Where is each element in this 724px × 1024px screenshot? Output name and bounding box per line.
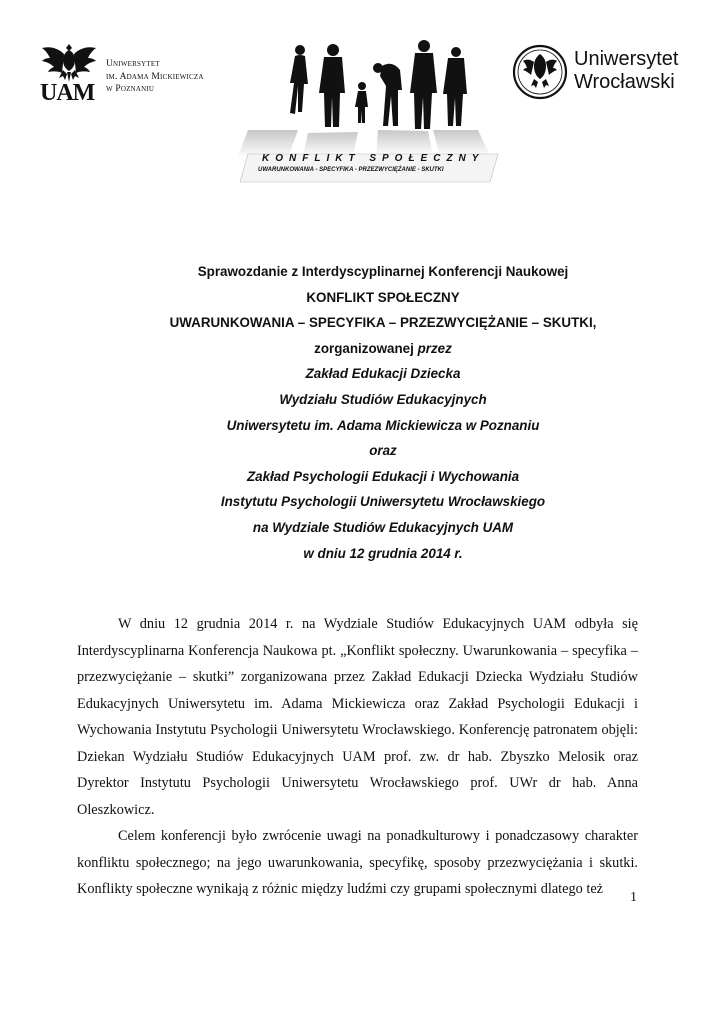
heading-line-4 [60, 336, 706, 362]
uwr-name-line-1: Uniwersytet [574, 48, 679, 70]
uam-name-line-3: w Poznaniu [106, 84, 155, 94]
body-paragraph-1: W dniu 12 grudnia 2014 r. na Wydziale Studiów Edukacyjnych UAM odbyła się Interdyscyplinarna Konferencja Naukowa pt. „Konflikt społeczny. Uwarunkowania – specyfika – przezwyciężanie – skutki” zorganizowana przez Zakład Edukacji Dziecka Wydziału Studiów Edukacyjnych Uniwersytetu im. Adama Mickiewicza oraz Zakład Psychologii Edukacji i Wychowania Instytutu Psychologii Uniwersytetu Wrocławskiego. Konferencję patronatem objęli: Dziekan Wydziału Studiów Edukacyjnych UAM prof. zw. dr hab. Zbyszko Melosik oraz Dyrektor Instytutu Psychologii Uniwersytetu Wrocławskiego prof. UWr dr hab. Anna Oleszkowicz. [77, 616, 638, 818]
heading-line-5: Zakład Edukacji Dziecka [305, 366, 461, 382]
report-heading [60, 259, 706, 566]
heading-by: przez [417, 340, 452, 356]
uwr-seal-logo [512, 44, 568, 100]
conference-banner-title: KONFLIKT SPOŁECZNY [262, 153, 485, 164]
body-paragraph-2: Celem konferencji było zwrócenie uwagi na ponadkulturowy i ponadczasowy charakter konfliktu społecznego; na jego uwarunkowania, specyfikę, sposoby przezwyciężania i skutki. Konflikty społeczne wynikają z różnic między ludźmi czy grupami społecznymi dlatego też [77, 828, 638, 897]
heading-line-9: Zakład Psychologii Edukacji i Wychowania [246, 468, 520, 484]
uam-name-line-1: Uniwersytet [106, 59, 160, 69]
heading-line-6: Wydziału Studiów Edukacyjnych [279, 391, 487, 407]
page-number: 1 [630, 890, 637, 905]
uam-monogram: UAM [40, 80, 95, 106]
heading-organized: zorganizowanej [314, 340, 414, 356]
report-body [77, 611, 638, 903]
heading-line-8: oraz [369, 443, 397, 459]
uwr-name-line-2: Wrocławski [574, 71, 675, 93]
heading-line-2: KONFLIKT SPOŁECZNY [306, 289, 460, 305]
heading-line-10: Instytutu Psychologii Uniwersytetu Wrocławskiego [220, 494, 546, 510]
uwr-name [574, 48, 678, 94]
heading-line-7: Uniwersytetu im. Adama Mickiewicza w Poznaniu [226, 417, 540, 433]
heading-line-3: UWARUNKOWANIA – SPECYFIKA – PRZEZWYCIĘŻANIE – SKUTKI, [169, 315, 597, 331]
conference-banner-subtitle: UWARUNKOWANIA - SPECYFIKA - PRZEZWYCIĘŻANIE - SKUTKI [258, 167, 444, 173]
heading-line-1: Sprawozdanie z Interdyscyplinarnej Konferencji Naukowej [197, 264, 569, 279]
uam-name-line-2: im. Adama Mickiewicza [106, 71, 204, 82]
heading-line-11: na Wydziale Studiów Edukacyjnych UAM [252, 519, 514, 535]
uam-name [106, 58, 204, 96]
heading-line-12: w dniu 12 grudnia 2014 r. [303, 545, 463, 561]
